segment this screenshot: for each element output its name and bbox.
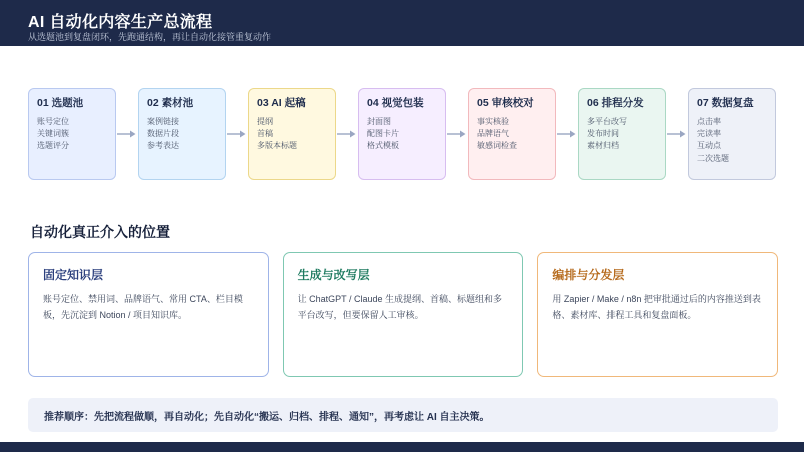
flow-step-title: 05 审核校对: [477, 97, 534, 109]
flow-diagram: [28, 88, 778, 180]
flow-step-body: [147, 116, 217, 153]
panel-title: 固定知识层: [43, 268, 104, 282]
panel-body: 账号定位、禁用词、品牌语气、常用 CTA、栏目模板，先沉淀到 Notion / 项目知识库。: [43, 294, 243, 320]
panel-generation-layer: [283, 252, 524, 377]
arrow-icon: [116, 88, 138, 180]
flow-step-07: [688, 88, 776, 180]
footer-note: [28, 398, 778, 432]
panel-body: 让 ChatGPT / Claude 生成提纲、首稿、标题组和多平台改写，但要保留人工审核。: [297, 294, 503, 320]
flow-step-line: 案例链接: [147, 116, 179, 126]
flow-step-body: [697, 116, 767, 166]
arrow-icon: [666, 88, 688, 180]
page-subtitle: 从选题池到复盘闭环，先跑通结构，再让自动化接管重复动作: [28, 32, 272, 42]
flow-step-line: 素材归档: [587, 141, 619, 151]
flow-step-line: 发布时间: [587, 128, 619, 138]
flow-step-line: 多版本标题: [257, 141, 297, 151]
flow-step-line: 封面图: [367, 116, 391, 126]
flow-step-line: 二次选题: [697, 153, 729, 163]
flow-step-01: [28, 88, 116, 180]
flow-step-line: 关键词簇: [37, 128, 69, 138]
footer-text: 推荐顺序：先把流程做顺，再自动化；先自动化“搬运、归档、排程、通知”，再考虑让 AI 自主决策。: [44, 411, 490, 423]
page-title: AI 自动化内容生产总流程: [28, 14, 213, 31]
panel-knowledge-layer: [28, 252, 269, 377]
flow-step-line: 品牌语气: [477, 128, 509, 138]
flow-step-line: 完读率: [697, 128, 721, 138]
section-title: 自动化真正介入的位置: [30, 224, 170, 240]
layer-panels: [28, 252, 778, 377]
flow-step-line: 首稿: [257, 128, 273, 138]
flow-step-line: 账号定位: [37, 116, 69, 126]
flow-step-line: 参考表达: [147, 141, 179, 151]
flow-step-title: 06 排程分发: [587, 97, 644, 109]
flow-step-line: 选题评分: [37, 141, 69, 151]
arrow-icon: [336, 88, 358, 180]
flow-step-body: [367, 116, 437, 153]
flow-step-06: [578, 88, 666, 180]
flow-step-title: 07 数据复盘: [697, 97, 754, 109]
flow-step-line: 多平台改写: [587, 116, 627, 126]
header-band: [0, 0, 804, 46]
flow-step-line: 格式模板: [367, 141, 399, 151]
arrow-icon: [556, 88, 578, 180]
flow-step-title: 02 素材池: [147, 97, 194, 109]
flow-step-line: 互动点: [697, 141, 721, 151]
panel-distribution-layer: [537, 252, 778, 377]
flow-step-body: [37, 116, 107, 153]
flow-step-line: 配图卡片: [367, 128, 399, 138]
flow-step-line: 敏感词检查: [477, 141, 517, 151]
flow-step-title: 04 视觉包装: [367, 97, 424, 109]
flow-step-03: [248, 88, 336, 180]
flow-step-line: 提纲: [257, 116, 273, 126]
panel-body: 用 Zapier / Make / n8n 把审批通过后的内容推送到表格、素材库、排程工具和复盘面板。: [552, 294, 761, 320]
flow-step-line: 点击率: [697, 116, 721, 126]
flow-step-02: [138, 88, 226, 180]
flow-step-body: [257, 116, 327, 153]
panel-title: 生成与改写层: [297, 268, 370, 282]
bottom-bar: [0, 442, 804, 452]
flow-step-05: [468, 88, 556, 180]
flow-step-body: [587, 116, 657, 153]
flow-step-line: 数据片段: [147, 128, 179, 138]
flow-step-title: 01 选题池: [37, 97, 84, 109]
panel-title: 编排与分发层: [552, 268, 625, 282]
arrow-icon: [446, 88, 468, 180]
flow-step-body: [477, 116, 547, 153]
flow-step-title: 03 AI 起稿: [257, 97, 306, 109]
flow-step-line: 事实核验: [477, 116, 509, 126]
flow-step-04: [358, 88, 446, 180]
arrow-icon: [226, 88, 248, 180]
